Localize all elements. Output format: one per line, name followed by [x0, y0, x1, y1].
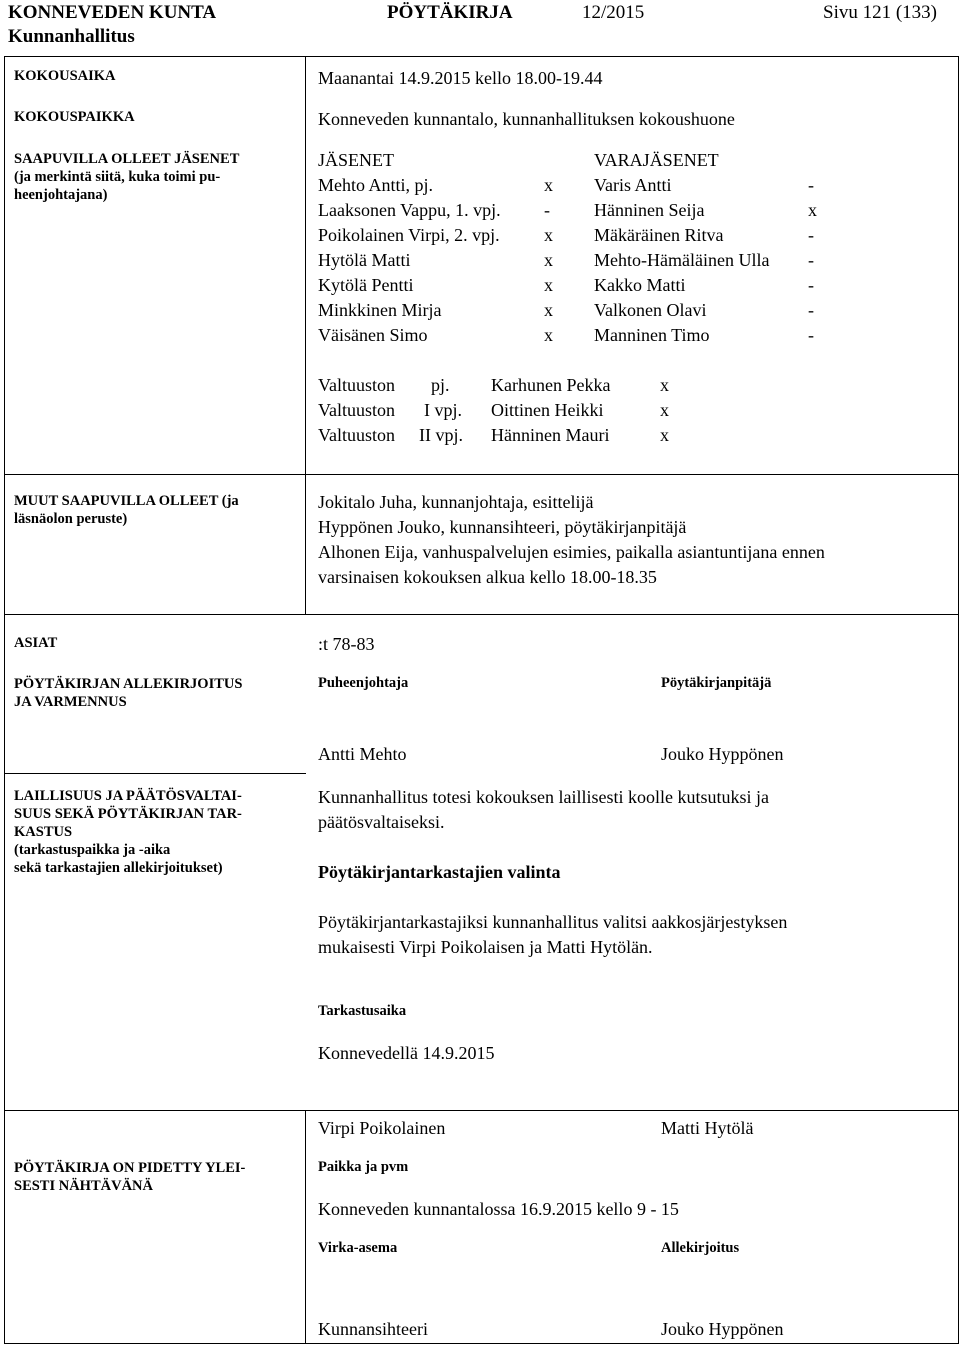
others-line: Alhonen Eija, vanhuspalvelujen esimies, paikalla asiantuntijana ennen	[318, 542, 825, 562]
inspector-2-name: Matti Hytölä	[661, 1118, 754, 1138]
council-mark: x	[660, 400, 669, 420]
legality-text	[318, 785, 769, 835]
meeting-time-value: Maanantai 14.9.2015 kello 18.00-19.44	[318, 68, 603, 88]
inspectors-heading: Pöytäkirjantarkastajien valinta	[318, 862, 561, 882]
council-role-suffix: I vpj.	[424, 400, 462, 420]
deputy-mark: -	[808, 325, 814, 345]
others-line: Jokitalo Juha, kunnanjohtaja, esittelijä	[318, 492, 594, 512]
deputy-mark: -	[808, 300, 814, 320]
chair-name: Antti Mehto	[318, 744, 407, 764]
attendance-label-line: SAAPUVILLA OLLEET JÄSENET	[14, 151, 240, 167]
council-name: Oittinen Heikki	[491, 400, 604, 420]
display-label	[14, 1159, 299, 1195]
member-mark: x	[544, 175, 553, 195]
council-mark: x	[660, 425, 669, 445]
signature-value: Jouko Hyppönen	[661, 1319, 784, 1339]
others-label	[14, 492, 299, 528]
secretary-name: Jouko Hyppönen	[661, 744, 784, 764]
others-list	[318, 490, 825, 590]
council-role: Valtuuston	[318, 375, 396, 395]
member-mark: -	[544, 200, 550, 220]
member-mark: x	[544, 300, 553, 320]
members-header: JÄSENET	[318, 150, 394, 170]
inspectors-choice-line: mukaisesti Virpi Poikolaisen ja Matti Hytölän.	[318, 937, 653, 957]
member-name: Väisänen Simo	[318, 325, 428, 345]
frame-top-line	[4, 56, 958, 57]
display-place-label: Paikka ja pvm	[318, 1159, 409, 1175]
council-name: Karhunen Pekka	[491, 375, 611, 395]
inspectors-choice	[318, 910, 787, 960]
office-label: Virka-asema	[318, 1240, 398, 1256]
member-mark: x	[544, 225, 553, 245]
document-type: PÖYTÄKIRJA	[387, 2, 513, 23]
meeting-place-label: KOKOUSPAIKKA	[14, 109, 135, 125]
meeting-time-label: KOKOUSAIKA	[14, 68, 116, 84]
section-line-4	[4, 1110, 959, 1111]
frame-left-line	[4, 56, 5, 1344]
signature-label: Allekirjoitus	[661, 1240, 740, 1256]
member-name: Hytölä Matti	[318, 250, 411, 270]
column-divider-top	[305, 56, 306, 474]
frame-bottom-line	[4, 1343, 959, 1344]
office-value: Kunnansihteeri	[318, 1319, 428, 1339]
legality-label-line: KASTUS	[14, 824, 73, 840]
deputy-name: Kakko Matti	[594, 275, 686, 295]
signing-label-line: JA VARMENNUS	[14, 694, 127, 710]
council-role: Valtuuston	[318, 425, 396, 445]
attendance-label	[14, 150, 299, 204]
deputy-mark: -	[808, 275, 814, 295]
others-line: varsinaisen kokouksen alkua kello 18.00-18.35	[318, 567, 657, 587]
page-number: Sivu 121 (133)	[823, 2, 937, 23]
attendance-label-line: (ja merkintä siitä, kuka toimi pu-	[14, 169, 221, 185]
member-mark: x	[544, 250, 553, 270]
deputy-mark: -	[808, 225, 814, 245]
section-line-1	[4, 474, 958, 475]
inspection-time-label: Tarkastusaika	[318, 1003, 407, 1019]
council-mark: x	[660, 375, 669, 395]
legality-text-line: Kunnanhallitus totesi kokouksen laillisesti koolle kutsutuksi ja	[318, 787, 769, 807]
deputy-name: Manninen Timo	[594, 325, 710, 345]
council-role-suffix: II vpj.	[419, 425, 463, 445]
column-divider-middle	[305, 474, 306, 614]
deputy-name: Mäkäräinen Ritva	[594, 225, 724, 245]
member-mark: x	[544, 325, 553, 345]
deputy-mark: x	[808, 200, 817, 220]
member-mark: x	[544, 275, 553, 295]
member-name: Laaksonen Vappu, 1. vpj.	[318, 200, 501, 220]
others-label-line: MUUT SAAPUVILLA OLLEET (ja	[14, 493, 239, 509]
legality-text-line: päätösvaltaiseksi.	[318, 812, 445, 832]
display-label-line: PÖYTÄKIRJA ON PIDETTY YLEI-	[14, 1160, 246, 1176]
signing-label-line: PÖYTÄKIRJAN ALLEKIRJOITUS	[14, 676, 243, 692]
inspector-1-name: Virpi Poikolainen	[318, 1118, 446, 1138]
council-role: Valtuuston	[318, 400, 396, 420]
signing-label	[14, 675, 299, 711]
member-name: Kytölä Pentti	[318, 275, 414, 295]
legality-label-line: sekä tarkastajien allekirjoitukset)	[14, 860, 223, 876]
member-name: Mehto Antti, pj.	[318, 175, 434, 195]
legality-label-line: (tarkastuspaikka ja -aika	[14, 842, 171, 858]
section-line-2	[4, 614, 958, 615]
legality-label	[14, 787, 299, 877]
member-name: Poikolainen Virpi, 2. vpj.	[318, 225, 500, 245]
secretary-label: Pöytäkirjanpitäjä	[661, 675, 772, 691]
council-role-suffix: pj.	[431, 375, 450, 395]
document-number: 12/2015	[582, 2, 645, 23]
deputy-name: Valkonen Olavi	[594, 300, 707, 320]
display-place-value: Konneveden kunnantalossa 16.9.2015 kello 9 - 15	[318, 1199, 679, 1219]
frame-right-line	[958, 56, 959, 1344]
others-line: Hyppönen Jouko, kunnansihteeri, pöytäkirjanpitäjä	[318, 517, 687, 537]
section-line-3	[4, 773, 306, 774]
display-label-line: SESTI NÄHTÄVÄNÄ	[14, 1178, 153, 1194]
deputy-mark: -	[808, 175, 814, 195]
deputy-mark: -	[808, 250, 814, 270]
member-name: Minkkinen Mirja	[318, 300, 442, 320]
deputy-name: Varis Antti	[594, 175, 672, 195]
column-divider-bottom	[305, 1110, 306, 1344]
deputy-name: Hänninen Seija	[594, 200, 705, 220]
legality-label-line: SUUS SEKÄ PÖYTÄKIRJAN TAR-	[14, 806, 242, 822]
inspection-place-date: Konnevedellä 14.9.2015	[318, 1043, 495, 1063]
legality-label-line: LAILLISUUS JA PÄÄTÖSVALTAI-	[14, 788, 242, 804]
attendance-label-line: heenjohtajana)	[14, 187, 108, 203]
others-label-line: läsnäolon peruste)	[14, 511, 128, 527]
meeting-place-value: Konneveden kunnantalo, kunnanhallituksen kokoushuone	[318, 109, 735, 129]
chair-label: Puheenjohtaja	[318, 675, 409, 691]
body-name: Kunnanhallitus	[8, 26, 135, 47]
deputy-name: Mehto-Hämäläinen Ulla	[594, 250, 770, 270]
deputies-header: VARAJÄSENET	[594, 150, 719, 170]
municipality-name: KONNEVEDEN KUNTA	[8, 2, 217, 23]
inspectors-choice-line: Pöytäkirjantarkastajiksi kunnanhallitus valitsi aakkosjärjestyksen	[318, 912, 788, 932]
items-value: :t 78-83	[318, 634, 375, 654]
council-name: Hänninen Mauri	[491, 425, 610, 445]
items-label: ASIAT	[14, 635, 58, 651]
